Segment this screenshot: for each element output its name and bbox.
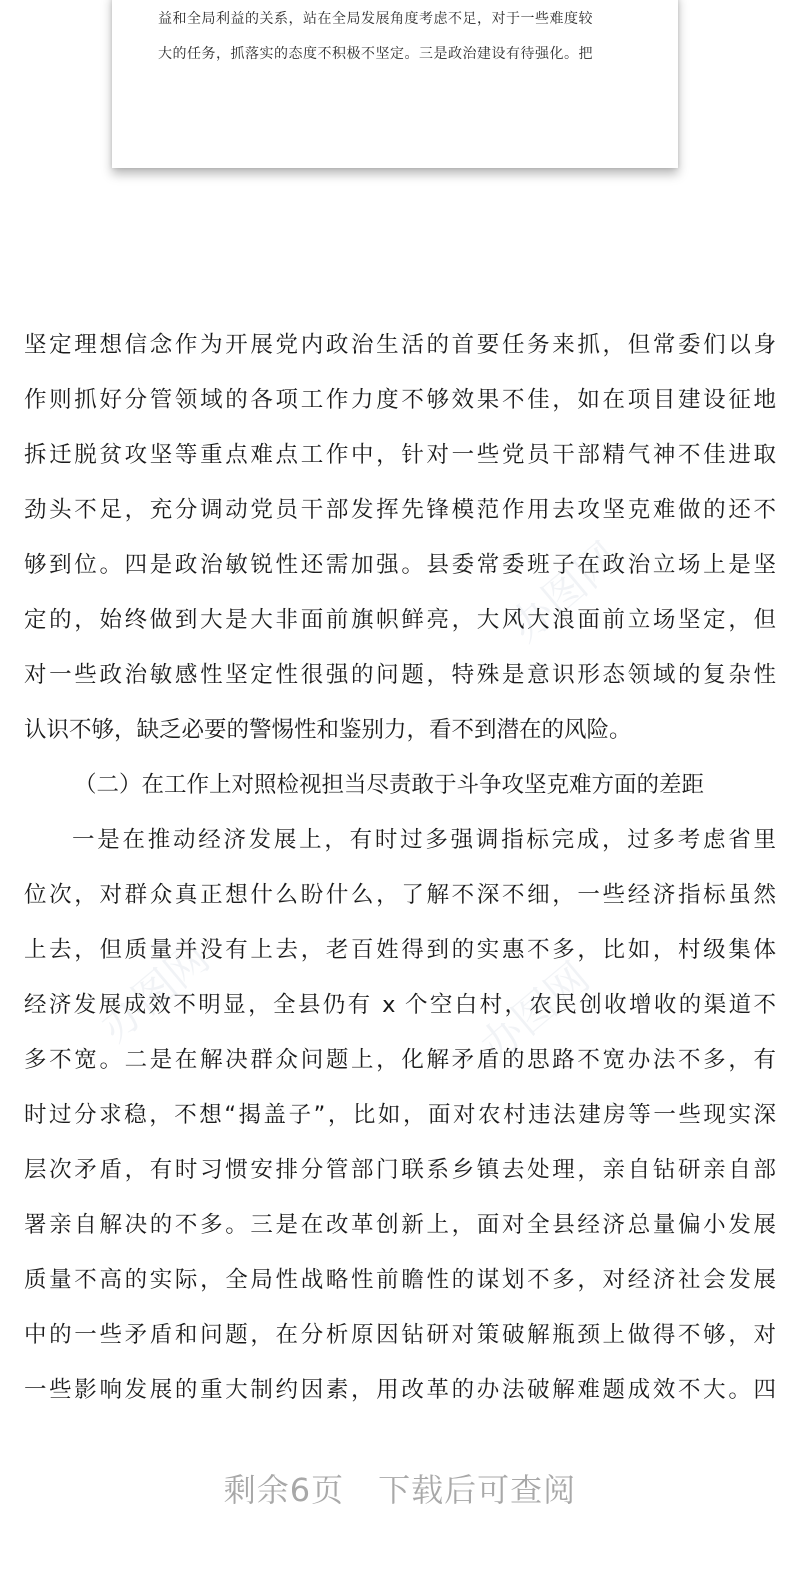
paragraph-line: 质量不高的实际，全局性战略性前瞻性的谋划不多，对经济社会发展	[24, 1267, 776, 1293]
paragraph-line: 对一些政治敏感性坚定性很强的问题，特殊是意识形态领域的复杂性	[24, 662, 776, 688]
paragraph-line: 时过分求稳，不想“揭盖子”，比如，面对农村违法建房等一些现实深	[24, 1102, 776, 1128]
paragraph-line: 认识不够，缺乏必要的警惕性和鉴别力，看不到潜在的风险。	[24, 717, 632, 743]
paragraph-line: 署亲自解决的不多。三是在改革创新上，面对全县经济总量偏小发展	[24, 1212, 776, 1238]
watermark: 办图网	[470, 952, 599, 1072]
remaining-pages-banner[interactable]	[0, 1470, 800, 1510]
paragraph-line: 拆迁脱贫攻坚等重点难点工作中，针对一些党员干部精气神不佳进取	[24, 442, 776, 468]
paragraph-line: 一是在推动经济发展上，有时过多强调指标完成，过多考虑省里	[72, 827, 776, 853]
paragraph-line: 多不宽。二是在解决群众问题上，化解矛盾的思路不宽办法不多，有	[24, 1047, 776, 1073]
section-heading: （二）在工作上对照检视担当尽责敢于斗争攻坚克难方面的差距	[74, 772, 705, 798]
preview-line: 大的任务，抓落实的态度不积极不坚定。三是政治建设有待强化。把	[158, 46, 593, 62]
paragraph-line: 劲头不足，充分调动党员干部发挥先锋模范作用去攻坚克难做的还不	[24, 497, 776, 523]
watermark: 办图网	[500, 532, 629, 652]
paragraph-line: 一些影响发展的重大制约因素，用改革的办法破解难题成效不大。四	[24, 1377, 776, 1403]
paragraph-line: 中的一些矛盾和问题，在分析原因钻研对策破解瓶颈上做得不够，对	[24, 1322, 776, 1348]
paragraph-line: 作则抓好分管领域的各项工作力度不够效果不佳，如在项目建设征地	[24, 387, 776, 413]
paragraph-line: 够到位。四是政治敏锐性还需加强。县委常委班子在政治立场上是坚	[24, 552, 776, 578]
download-hint[interactable]: 下载后可查阅	[378, 1471, 577, 1509]
previous-page-preview	[112, 0, 678, 168]
paragraph-line: 位次，对群众真正想什么盼什么，了解不深不细，一些经济指标虽然	[24, 882, 776, 908]
remaining-pages-count: 剩余6页	[223, 1471, 345, 1509]
paragraph-line: 定的，始终做到大是大非面前旗帜鲜亮，大风大浪面前立场坚定，但	[24, 607, 776, 633]
paragraph-line: 坚定理想信念作为开展党内政治生活的首要任务来抓，但常委们以身	[24, 332, 776, 358]
paragraph-line: 经济发展成效不明显，全县仍有 x 个空白村，农民创收增收的渠道不	[24, 992, 776, 1018]
paragraph-line: 上去，但质量并没有上去，老百姓得到的实惠不多，比如，村级集体	[24, 937, 776, 963]
preview-line: 益和全局利益的关系，站在全局发展角度考虑不足，对于一些难度较	[158, 11, 593, 27]
watermark: 办图网	[90, 932, 219, 1052]
paragraph-line: 层次矛盾，有时习惯安排分管部门联系乡镇去处理，亲自钻研亲自部	[24, 1157, 776, 1183]
